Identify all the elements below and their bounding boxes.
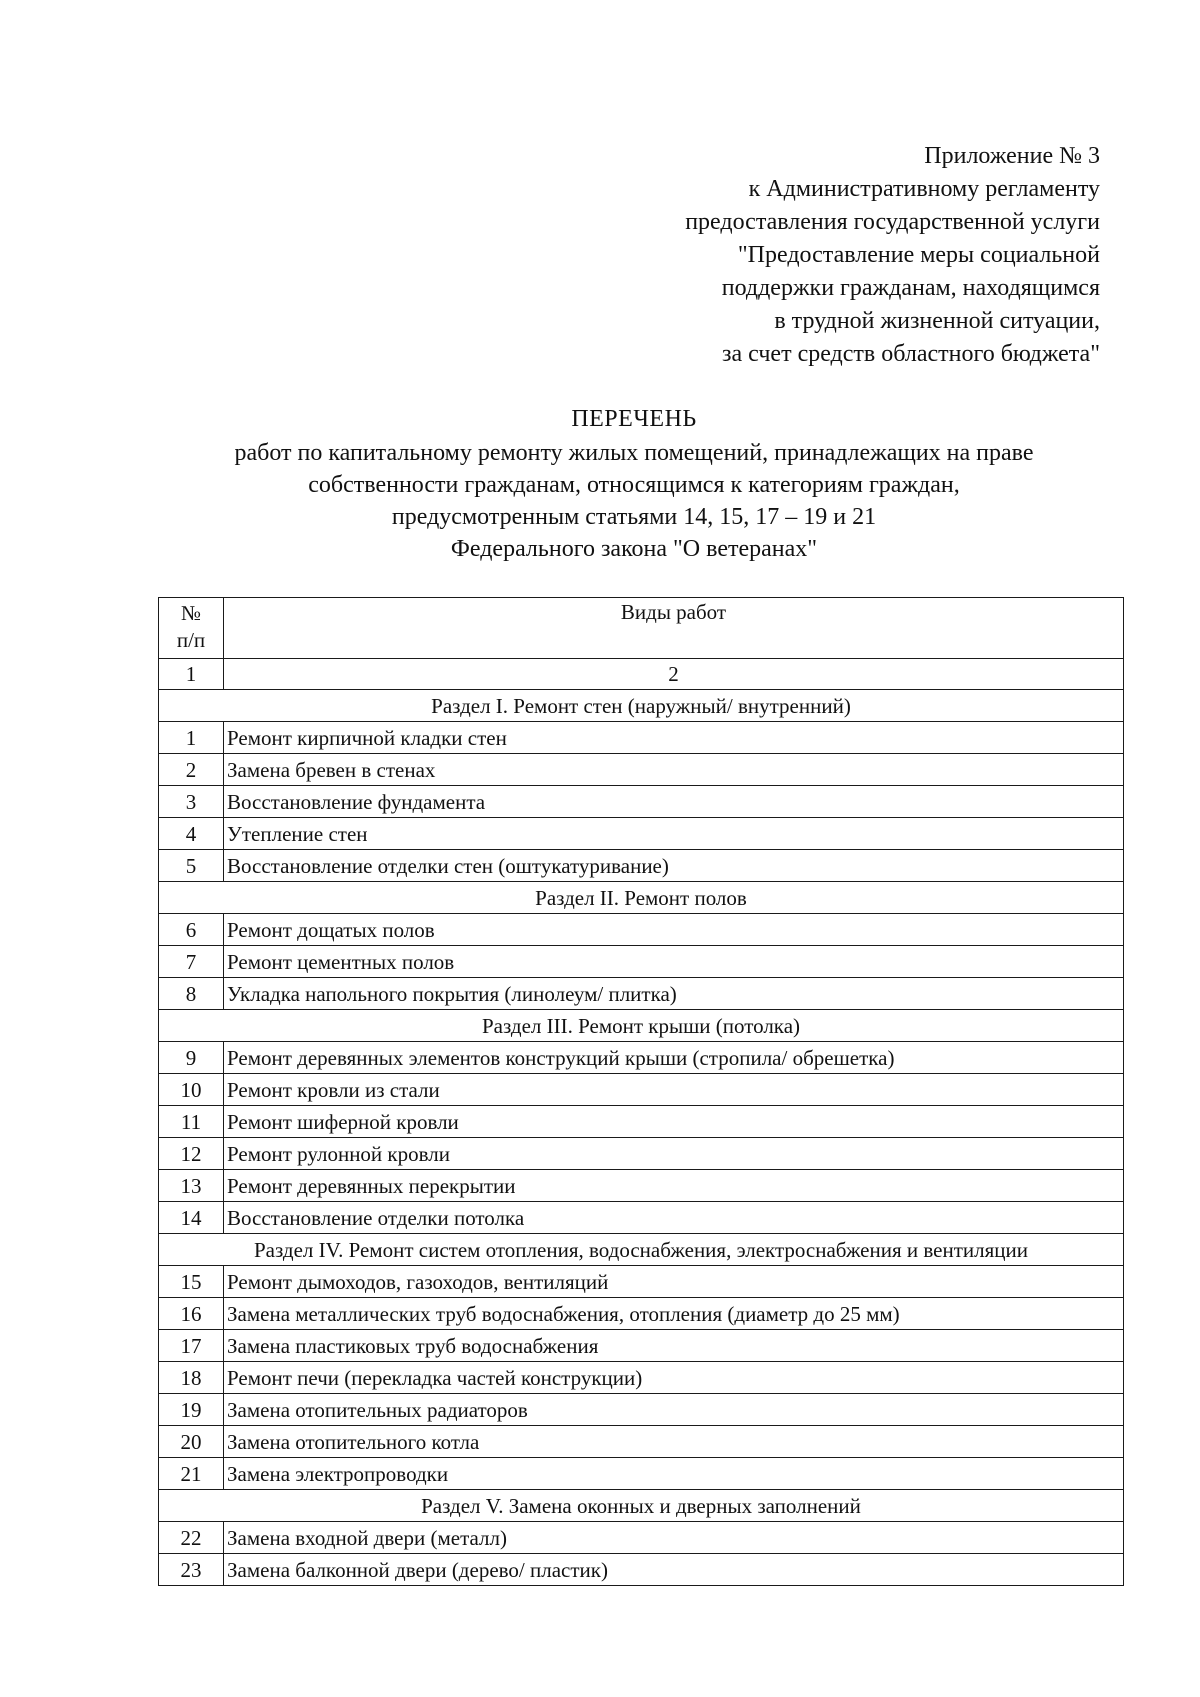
table-row bbox=[159, 1202, 1124, 1234]
table-row bbox=[159, 1106, 1124, 1138]
section-row bbox=[159, 1234, 1124, 1266]
work-name: Замена пластиковых труб водоснабжения bbox=[224, 1330, 1124, 1362]
work-name: Замена балконной двери (дерево/ пластик) bbox=[224, 1554, 1124, 1586]
appendix-line: предоставления государственной услуги bbox=[685, 209, 1100, 235]
work-name: Замена металлических труб водоснабжения, отопления (диаметр до 25 мм) bbox=[224, 1298, 1124, 1330]
table-row bbox=[159, 1042, 1124, 1074]
table-row bbox=[159, 1138, 1124, 1170]
section-row bbox=[159, 1010, 1124, 1042]
subtitle-line: предусмотренным статьями 14, 15, 17 – 19 и 21 bbox=[391, 504, 877, 530]
section-title: Раздел III. Ремонт крыши (потолка) bbox=[159, 1010, 1124, 1042]
row-number: 20 bbox=[159, 1426, 224, 1458]
header-works-cell: Виды работ bbox=[224, 598, 1124, 659]
appendix-header bbox=[685, 140, 1100, 371]
column-number: 2 bbox=[224, 659, 1124, 690]
table-row bbox=[159, 1394, 1124, 1426]
row-number: 19 bbox=[159, 1394, 224, 1426]
work-name: Замена бревен в стенах bbox=[224, 754, 1124, 786]
section-row bbox=[159, 1490, 1124, 1522]
section-title: Раздел IV. Ремонт систем отопления, водоснабжения, электроснабжения и вентиляции bbox=[159, 1234, 1124, 1266]
row-number: 14 bbox=[159, 1202, 224, 1234]
appendix-line: поддержки гражданам, находящимся bbox=[721, 275, 1100, 301]
table-row bbox=[159, 1298, 1124, 1330]
work-name: Ремонт цементных полов bbox=[224, 946, 1124, 978]
row-number: 23 bbox=[159, 1554, 224, 1586]
row-number: 7 bbox=[159, 946, 224, 978]
table-row bbox=[159, 786, 1124, 818]
work-name: Утепление стен bbox=[224, 818, 1124, 850]
work-name: Замена отопительного котла bbox=[224, 1426, 1124, 1458]
row-number: 15 bbox=[159, 1266, 224, 1298]
section-title: Раздел V. Замена оконных и дверных заполнений bbox=[159, 1490, 1124, 1522]
header-num-cell bbox=[159, 598, 224, 659]
work-name: Замена входной двери (металл) bbox=[224, 1522, 1124, 1554]
row-number: 12 bbox=[159, 1138, 224, 1170]
work-name: Ремонт деревянных элементов конструкций крыши (стропила/ обрешетка) bbox=[224, 1042, 1124, 1074]
table-row bbox=[159, 1170, 1124, 1202]
table-row bbox=[159, 978, 1124, 1010]
table-row bbox=[159, 1074, 1124, 1106]
works-table bbox=[158, 597, 1124, 1586]
row-number: 16 bbox=[159, 1298, 224, 1330]
table-row bbox=[159, 946, 1124, 978]
document-subtitle bbox=[150, 437, 1118, 565]
subtitle-line: собственности гражданам, относящимся к категориям граждан, bbox=[308, 472, 960, 498]
work-name: Укладка напольного покрытия (линолеум/ плитка) bbox=[224, 978, 1124, 1010]
row-number: 18 bbox=[159, 1362, 224, 1394]
work-name: Замена отопительных радиаторов bbox=[224, 1394, 1124, 1426]
work-name: Ремонт кирпичной кладки стен bbox=[224, 722, 1124, 754]
table-row bbox=[159, 1266, 1124, 1298]
document-title: ПЕРЕЧЕНЬ bbox=[571, 406, 697, 432]
appendix-line: за счет средств областного бюджета" bbox=[722, 341, 1100, 367]
section-title: Раздел I. Ремонт стен (наружный/ внутренний) bbox=[159, 690, 1124, 722]
appendix-line: "Предоставление меры социальной bbox=[737, 242, 1100, 268]
header-num-symbol: № bbox=[180, 601, 202, 625]
row-number: 17 bbox=[159, 1330, 224, 1362]
column-number: 1 bbox=[159, 659, 224, 690]
work-name: Замена электропроводки bbox=[224, 1458, 1124, 1490]
row-number: 21 bbox=[159, 1458, 224, 1490]
row-number: 10 bbox=[159, 1074, 224, 1106]
table-row bbox=[159, 850, 1124, 882]
table-row bbox=[159, 722, 1124, 754]
row-number: 8 bbox=[159, 978, 224, 1010]
appendix-line: в трудной жизненной ситуации, bbox=[774, 308, 1100, 334]
table-row bbox=[159, 1554, 1124, 1586]
table-row bbox=[159, 1458, 1124, 1490]
table-row bbox=[159, 1330, 1124, 1362]
row-number: 3 bbox=[159, 786, 224, 818]
row-number: 22 bbox=[159, 1522, 224, 1554]
subtitle-line: работ по капитальному ремонту жилых помещений, принадлежащих на праве bbox=[234, 440, 1034, 466]
row-number: 5 bbox=[159, 850, 224, 882]
work-name: Восстановление отделки потолка bbox=[224, 1202, 1124, 1234]
work-name: Восстановление отделки стен (оштукатуривание) bbox=[224, 850, 1124, 882]
work-name: Ремонт кровли из стали bbox=[224, 1074, 1124, 1106]
table-header-row bbox=[159, 598, 1124, 659]
work-name: Ремонт печи (перекладка частей конструкции) bbox=[224, 1362, 1124, 1394]
row-number: 11 bbox=[159, 1106, 224, 1138]
appendix-line: к Административному регламенту bbox=[748, 176, 1100, 202]
work-name: Ремонт рулонной кровли bbox=[224, 1138, 1124, 1170]
table-row bbox=[159, 818, 1124, 850]
table-row bbox=[159, 1426, 1124, 1458]
table-row bbox=[159, 914, 1124, 946]
header-num-abbr: п/п bbox=[176, 628, 206, 652]
row-number: 4 bbox=[159, 818, 224, 850]
work-name: Ремонт шиферной кровли bbox=[224, 1106, 1124, 1138]
row-number: 2 bbox=[159, 754, 224, 786]
subtitle-line: Федерального закона "О ветеранах" bbox=[450, 536, 818, 562]
table-row bbox=[159, 754, 1124, 786]
section-row bbox=[159, 882, 1124, 914]
row-number: 1 bbox=[159, 722, 224, 754]
work-name: Восстановление фундамента bbox=[224, 786, 1124, 818]
work-name: Ремонт деревянных перекрытии bbox=[224, 1170, 1124, 1202]
row-number: 9 bbox=[159, 1042, 224, 1074]
work-name: Ремонт дощатых полов bbox=[224, 914, 1124, 946]
table-row bbox=[159, 1522, 1124, 1554]
row-number: 13 bbox=[159, 1170, 224, 1202]
appendix-line: Приложение № 3 bbox=[924, 143, 1100, 169]
table-row bbox=[159, 1362, 1124, 1394]
row-number: 6 bbox=[159, 914, 224, 946]
column-numbers-row bbox=[159, 659, 1124, 690]
work-name: Ремонт дымоходов, газоходов, вентиляций bbox=[224, 1266, 1124, 1298]
section-title: Раздел II. Ремонт полов bbox=[159, 882, 1124, 914]
section-row bbox=[159, 690, 1124, 722]
